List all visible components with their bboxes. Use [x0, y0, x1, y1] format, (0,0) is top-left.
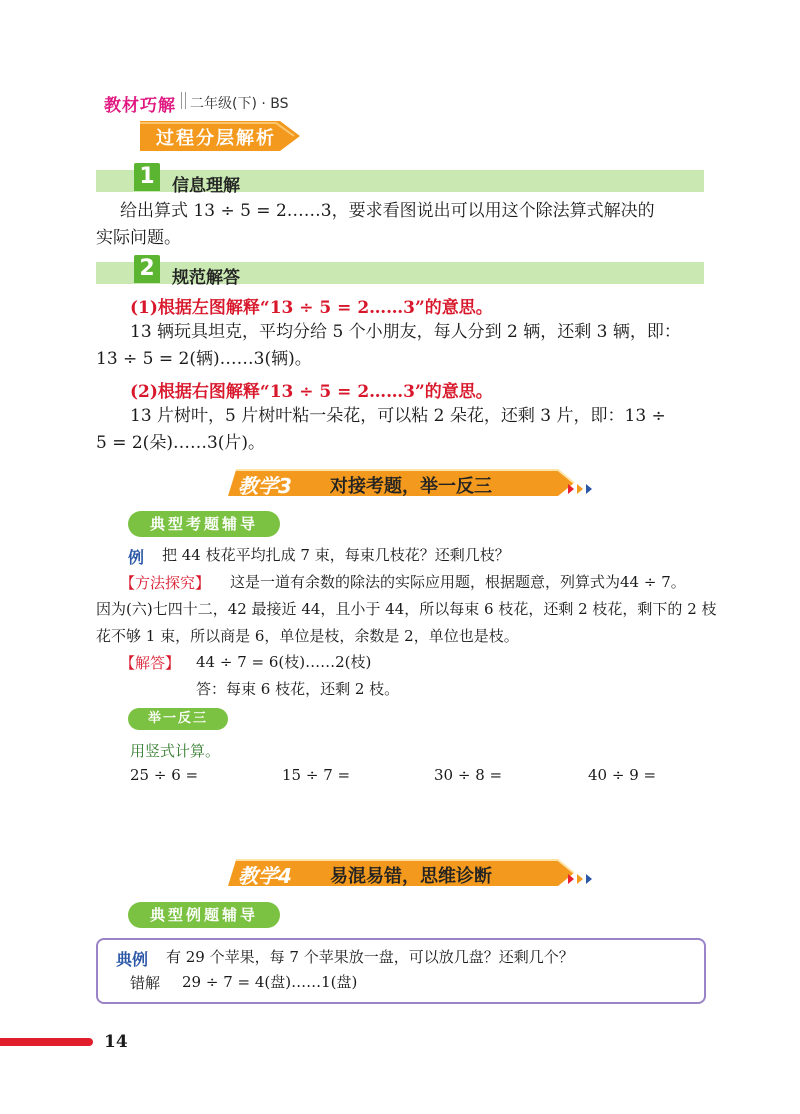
- section3-arrows-icon: [566, 482, 596, 496]
- answer-label: 【解答】: [120, 654, 181, 672]
- header-subtitle: 二年级(下) · BS: [190, 96, 289, 112]
- method-line-2: 因为(六)七四十二，42 最接近 44，且小于 44，所以每束 6 枝花，还剩 2 枝花，剩下的 2 枝: [96, 600, 717, 618]
- practice-problem-3: 30 ÷ 8 =: [434, 766, 503, 784]
- method-label: 【方法探究】: [120, 574, 211, 592]
- step2-part1-title: (1)根据左图解释“13 ÷ 5 = 2……3”的意思。: [130, 298, 493, 318]
- page-number: 14: [104, 1032, 128, 1052]
- typical-example-text: 有 29 个苹果，每 7 个苹果放一盘，可以放几盘？还剩几个？: [166, 948, 574, 966]
- process-banner-title: 过程分层解析: [156, 128, 276, 149]
- footer-red-bar: [0, 1038, 93, 1046]
- header-brand: 教材巧解: [104, 96, 176, 116]
- wrong-solution-text: 29 ÷ 7 = 4(盘)……1(盘): [182, 973, 358, 991]
- header-divider: [181, 92, 186, 109]
- practice-problem-1: 25 ÷ 6 =: [130, 766, 199, 784]
- practice-problem-4: 40 ÷ 9 =: [588, 766, 657, 784]
- step2-part2-line-2: 5 = 2(朵)……3(片)。: [96, 433, 266, 453]
- step2-part1-line-1: 13 辆玩具坦克，平均分给 5 个小朋友，每人分到 2 辆，还剩 3 辆，即：: [130, 322, 681, 342]
- step1-line-1: 给出算式 13 ÷ 5 = 2……3，要求看图说出可以用这个除法算式解决的: [120, 201, 655, 221]
- step1-number: 1: [134, 163, 160, 191]
- section4-pill: 典型例题辅导: [128, 902, 280, 928]
- typical-example-label: 典例: [116, 950, 149, 969]
- section3-badge: 教学3: [238, 474, 292, 498]
- step2-label: 规范解答: [172, 268, 240, 288]
- step1-line-2: 实际问题。: [96, 228, 181, 248]
- step2-part2-title: (2)根据右图解释“13 ÷ 5 = 2……3”的意思。: [130, 382, 493, 402]
- example-label: 例: [128, 548, 145, 567]
- section4-title: 易混易错，思维诊断: [330, 866, 492, 887]
- answer-line-2: 答：每束 6 枝花，还剩 2 枝。: [196, 680, 400, 698]
- section4-badge: 教学4: [238, 864, 292, 888]
- practice-title: 用竖式计算。: [130, 742, 221, 760]
- step2-part1-line-2: 13 ÷ 5 = 2(辆)……3(辆)。: [96, 349, 312, 369]
- practice-pill: 举一反三: [128, 708, 228, 730]
- step2-part2-line-1: 13 片树叶，5 片树叶粘一朵花，可以粘 2 朵花，还剩 3 片，即：13 ÷: [130, 406, 666, 426]
- method-line-3: 花不够 1 束，所以商是 6，单位是枝，余数是 2，单位也是枝。: [96, 627, 519, 645]
- section4-arrows-icon: [566, 872, 596, 886]
- answer-line-1: 44 ÷ 7 = 6(枝)……2(枝): [196, 653, 372, 671]
- method-line-1: 这是一道有余数的除法的实际应用题，根据题意，列算式为44 ÷ 7。: [230, 573, 686, 591]
- wrong-solution-label: 错解: [130, 974, 161, 992]
- step2-number: 2: [134, 255, 160, 283]
- practice-problem-2: 15 ÷ 7 =: [282, 766, 351, 784]
- section3-pill: 典型考题辅导: [128, 511, 280, 537]
- step1-label: 信息理解: [172, 176, 240, 196]
- example-text: 把 44 枝花平均扎成 7 束，每束几枝花？还剩几枝？: [162, 546, 510, 564]
- section3-title: 对接考题，举一反三: [330, 476, 492, 497]
